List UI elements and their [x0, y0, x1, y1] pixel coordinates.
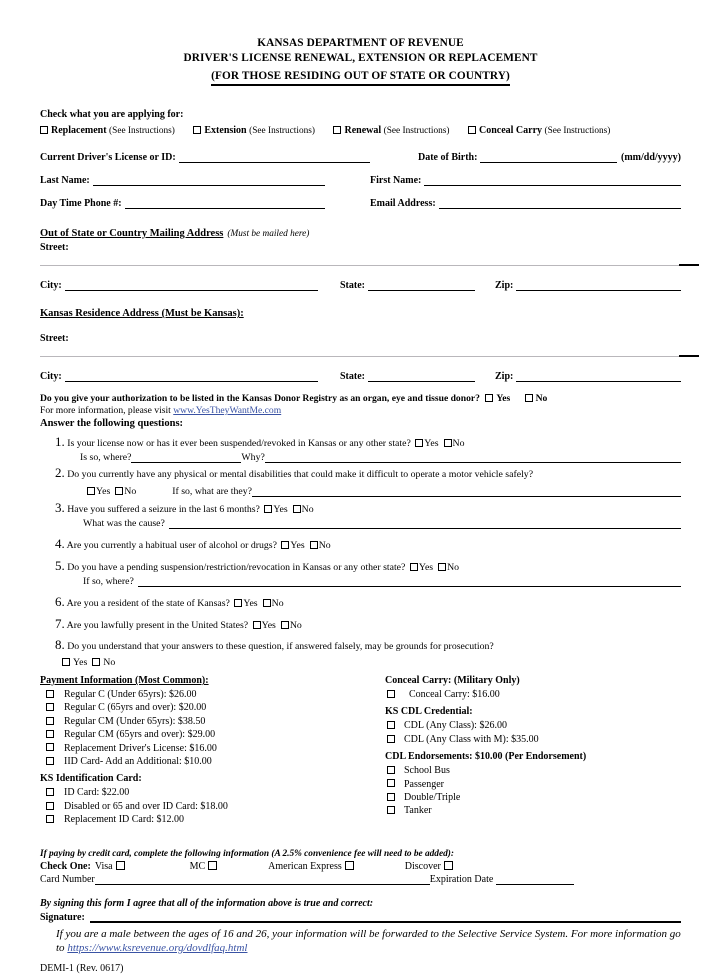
checkbox-donor-no[interactable]	[525, 394, 533, 402]
checkbox-renewal[interactable]	[333, 126, 341, 134]
email-input[interactable]	[439, 197, 681, 209]
checkbox-q5-no[interactable]	[438, 563, 446, 571]
question-7-text: Are you lawfully present in the United States?	[66, 620, 249, 631]
mailing-city-field[interactable]	[40, 279, 340, 291]
question-5-text: Do you have a pending suspension/restriction/revocation in Kansas or any other state?	[67, 562, 406, 573]
payment-item[interactable]	[40, 728, 385, 741]
question-3-sub1-label: What was the cause?	[83, 518, 165, 529]
question-5	[40, 558, 681, 574]
question-1-sub1-input[interactable]	[131, 451, 241, 463]
question-6-yes-label: Yes	[243, 598, 258, 609]
payment-item[interactable]	[385, 688, 681, 701]
residence-street-label: Street:	[40, 333, 69, 344]
residence-zip-label: Zip:	[495, 371, 514, 382]
payment-item-label: Regular C (65yrs and over): $20.00	[64, 702, 207, 714]
credit-card-type-row	[40, 861, 681, 872]
donor-info-link[interactable]: www.YesTheyWantMe.com	[173, 405, 282, 416]
checkbox-extension[interactable]	[193, 126, 201, 134]
identity-row-contact	[40, 197, 681, 209]
payment-item-label: Tanker	[404, 805, 432, 817]
checkbox-regular-cm-under65[interactable]	[46, 717, 54, 725]
question-6-answers[interactable]	[232, 598, 283, 609]
question-2-text: Do you currently have any physical or mental disabilities that could make it difficult to operate a motor vehicle safely?	[67, 469, 534, 480]
checkbox-regular-c-over65[interactable]	[46, 703, 54, 711]
payment-item[interactable]	[40, 742, 385, 755]
question-1-subfields	[40, 451, 681, 463]
question-1-sub2-label: Why?	[241, 452, 265, 463]
card-number-input[interactable]	[95, 873, 430, 885]
question-7-number: 7.	[55, 616, 65, 631]
credit-card-discover-option[interactable]	[405, 861, 456, 872]
residence-address-heading: Kansas Residence Address (Must be Kansas):	[40, 308, 244, 319]
form-id: DEMI-1 (Rev. 0617)	[40, 962, 124, 974]
payment-item[interactable]	[40, 786, 385, 799]
question-3-no-label: No	[301, 504, 314, 515]
mailing-zip-label: Zip:	[495, 280, 514, 291]
payment-item-label: Replacement Driver's License: $16.00	[64, 742, 217, 754]
checkbox-disabled-id-card[interactable]	[46, 802, 54, 810]
mailing-state-field[interactable]	[340, 279, 495, 291]
checkbox-q4-no[interactable]	[310, 541, 318, 549]
residence-address-section	[40, 303, 681, 321]
question-5-no-label: No	[447, 562, 460, 573]
question-1-no-label: No	[452, 438, 465, 449]
question-4-no-label: No	[318, 540, 331, 551]
mailing-state-input[interactable]	[368, 279, 475, 291]
question-1	[40, 434, 681, 450]
credit-card-mc-option[interactable]	[190, 861, 221, 872]
dob-field[interactable]	[370, 151, 681, 163]
question-5-number: 5.	[55, 558, 65, 573]
checkbox-donor-yes[interactable]	[485, 394, 493, 402]
checkbox-q2-no[interactable]	[115, 487, 123, 495]
residence-zip-input[interactable]	[516, 370, 681, 382]
payment-item-label: CDL (Any Class): $26.00	[404, 720, 507, 732]
checkbox-q1-yes[interactable]	[415, 439, 423, 447]
identity-row-names	[40, 174, 681, 186]
donor-registry-row	[40, 393, 681, 404]
question-3-text: Have you suffered a seizure in the last 6 months?	[67, 504, 260, 515]
signature-agreement: By signing this form I agree that all of the information above is true and correct:	[40, 897, 374, 909]
checkbox-mc[interactable]	[208, 861, 217, 870]
payment-item-label: Regular C (Under 65yrs): $26.00	[64, 689, 197, 700]
checkbox-q6-yes[interactable]	[234, 599, 242, 607]
checkbox-q7-yes[interactable]	[253, 621, 261, 629]
apply-option-extension-label: Extension	[204, 125, 247, 136]
checkbox-replacement-dl[interactable]	[46, 743, 54, 751]
credit-card-mc-label: MC	[189, 860, 206, 872]
apply-option-renewal-label: Renewal	[344, 125, 382, 136]
donor-yes-option[interactable]	[485, 393, 510, 404]
credit-card-note: If paying by credit card, complete the following information (A 2.5% convenience fee will need to be added):	[40, 848, 454, 859]
dob-format-hint: (mm/dd/yyyy)	[621, 152, 681, 163]
mailing-street-label: Street:	[40, 242, 69, 253]
mailing-city-input[interactable]	[65, 279, 318, 291]
checkbox-q8-no[interactable]	[92, 658, 100, 666]
license-input[interactable]	[179, 151, 370, 163]
mailing-zip-input[interactable]	[516, 279, 681, 291]
checkbox-replacement[interactable]	[40, 126, 48, 134]
signature-row	[40, 910, 681, 923]
checkbox-replacement-id-card[interactable]	[46, 815, 54, 823]
checkbox-discover[interactable]	[444, 861, 453, 870]
selective-service-link[interactable]: https://www.ksrevenue.org/dovdlfaq.html	[67, 941, 248, 954]
question-5-answers[interactable]	[408, 562, 459, 573]
conceal-carry-heading: Conceal Carry: (Military Only)	[385, 675, 520, 686]
mailing-state-label: State:	[340, 280, 365, 291]
checkbox-q5-yes[interactable]	[410, 563, 418, 571]
checkbox-cdl-any-class[interactable]	[387, 721, 395, 729]
payment-item-label: Conceal Carry: $16.00	[409, 689, 500, 700]
credit-card-visa-option[interactable]	[95, 861, 128, 872]
question-1-sub2-input[interactable]	[265, 451, 681, 463]
apply-option-replacement-note: (See Instructions)	[109, 126, 175, 136]
donor-info-prefix: For more information, please visit	[40, 405, 174, 416]
phone-label: Day Time Phone #:	[40, 198, 122, 209]
question-7-answers[interactable]	[251, 620, 302, 631]
question-3-subfields	[40, 517, 681, 529]
title-line-2: DRIVER'S LICENSE RENEWAL, EXTENSION OR REPLACEMENT	[183, 52, 538, 64]
question-2-number: 2.	[55, 465, 65, 480]
checkbox-regular-cm-over65[interactable]	[46, 730, 54, 738]
checkbox-conceal-carry-fee[interactable]	[387, 690, 395, 698]
payment-item[interactable]	[40, 800, 385, 813]
phone-input[interactable]	[125, 197, 325, 209]
payment-item[interactable]	[40, 813, 385, 826]
checkbox-conceal-carry[interactable]	[468, 126, 476, 134]
apply-option-renewal-note: (See Instructions)	[383, 126, 450, 136]
credit-card-visa-label: Visa	[94, 860, 113, 872]
apply-for-heading: Check what you are applying for:	[40, 109, 184, 120]
payment-item-label: Double/Triple	[404, 792, 461, 804]
question-1-number: 1.	[55, 434, 65, 449]
question-1-text: Is your license now or has it ever been suspended/revoked in Kansas or any other state?	[67, 438, 411, 449]
checkbox-regular-c-under65[interactable]	[46, 690, 54, 698]
question-6-no-label: No	[271, 598, 284, 609]
apply-option-conceal-carry-label: Conceal Carry	[478, 125, 543, 136]
question-2-no-label: No	[124, 486, 137, 497]
question-2	[40, 465, 681, 481]
residence-state-label: State:	[340, 371, 365, 382]
license-label: Current Driver's License or ID:	[40, 152, 176, 163]
question-6	[40, 594, 681, 610]
first-name-field[interactable]	[370, 174, 681, 186]
checkbox-visa[interactable]	[116, 861, 125, 870]
selective-service-note	[40, 927, 681, 955]
question-8-number: 8.	[55, 637, 65, 652]
checkbox-q7-no[interactable]	[281, 621, 289, 629]
mailing-address-heading: Out of State or Country Mailing Address	[40, 228, 224, 239]
checkbox-cdl-any-class-m[interactable]	[387, 735, 395, 743]
payment-left-column	[40, 670, 385, 827]
payment-item-label: Regular CM (65yrs and over): $29.00	[64, 729, 216, 741]
credit-card-amex-option[interactable]	[268, 861, 357, 872]
residence-street-input[interactable]	[40, 356, 681, 357]
mailing-city-label: City:	[40, 280, 62, 291]
title-line-1: KANSAS DEPARTMENT OF REVENUE	[257, 37, 464, 49]
question-4-text: Are you currently a habitual user of alcohol or drugs?	[66, 540, 277, 551]
question-5-subfields	[40, 575, 681, 587]
apply-option-replacement-label: Replacement	[51, 125, 107, 136]
credit-card-number-row	[40, 873, 681, 885]
question-7-no-label: No	[289, 620, 302, 631]
donor-no-option[interactable]	[525, 393, 548, 404]
credit-card-discover-label: Discover	[404, 860, 441, 872]
payment-item[interactable]	[40, 715, 385, 728]
question-2-sub1-input[interactable]	[252, 485, 681, 497]
document-title	[40, 36, 681, 86]
payment-item[interactable]	[385, 791, 681, 804]
mailing-zip-field[interactable]	[495, 279, 681, 291]
apply-option-conceal-carry[interactable]	[468, 125, 610, 136]
residence-city-field[interactable]	[40, 370, 340, 382]
signature-label: Signature:	[40, 911, 85, 923]
checkbox-iid-card[interactable]	[46, 757, 54, 765]
question-8-no-label: No	[103, 657, 116, 668]
question-5-sub1-input[interactable]	[138, 575, 681, 587]
residence-state-field[interactable]	[340, 370, 495, 382]
checkbox-passenger[interactable]	[387, 779, 395, 787]
donor-yes-label: Yes	[496, 393, 511, 404]
expiration-date-label: Expiration Date	[429, 873, 494, 885]
payment-item[interactable]	[385, 778, 681, 791]
payment-item-label: Regular CM (Under 65yrs): $38.50	[64, 715, 206, 727]
apply-option-extension-note: (See Instructions)	[249, 126, 315, 136]
email-field[interactable]	[370, 197, 681, 209]
question-4-yes-label: Yes	[290, 540, 305, 551]
payment-item[interactable]	[385, 719, 681, 732]
question-1-yes-label: Yes	[424, 438, 439, 449]
question-4	[40, 536, 681, 552]
check-one-label: Check One:	[40, 860, 91, 872]
question-5-sub1-label: If so, where?	[83, 576, 134, 587]
phone-field[interactable]	[40, 197, 370, 209]
payment-item[interactable]	[40, 701, 385, 714]
question-8	[40, 637, 681, 653]
title-line-3: (FOR THOSE RESIDING OUT OF STATE OR COUNTRY)	[211, 69, 510, 86]
question-8-text: Do you understand that your answers to these question, if answered falsely, may be grounds for prosecution?	[67, 641, 494, 652]
selective-service-text: If you are a male between the ages of 16 and 26, your information will be forwarded to the Selective Service System. For more information go to	[56, 927, 681, 954]
question-2-answers[interactable]	[85, 486, 136, 497]
residence-city-label: City:	[40, 371, 62, 382]
question-3-yes-label: Yes	[273, 504, 288, 515]
payment-item-label: IID Card- Add an Additional: $10.00	[64, 756, 212, 768]
credit-card-amex-label: American Express	[268, 860, 342, 872]
apply-option-extension[interactable]	[193, 125, 315, 136]
question-3-sub1-input[interactable]	[169, 517, 681, 529]
question-2-sub1-label: If so, what are they?	[172, 486, 252, 497]
first-name-label: First Name:	[370, 175, 422, 186]
donor-info-row	[40, 405, 681, 416]
card-number-label: Card Number	[40, 873, 95, 885]
payment-item[interactable]	[40, 755, 385, 768]
checkbox-q8-yes[interactable]	[62, 658, 70, 666]
checkbox-id-card[interactable]	[46, 788, 54, 796]
question-2-yes-label: Yes	[96, 486, 111, 497]
apply-option-conceal-carry-note: (See Instructions)	[544, 126, 611, 136]
question-3	[40, 500, 681, 516]
checkbox-american-express[interactable]	[345, 861, 354, 870]
checkbox-q3-no[interactable]	[293, 505, 301, 513]
ks-id-card-heading: KS Identification Card:	[40, 773, 142, 785]
payment-item-label: CDL (Any Class with M): $35.00	[404, 733, 539, 745]
mailing-street-input[interactable]	[40, 265, 681, 266]
payment-item-label: School Bus	[404, 765, 450, 777]
payment-item-label: Disabled or 65 and over ID Card: $18.00	[64, 800, 228, 812]
payment-section	[40, 670, 681, 827]
question-6-text: Are you a resident of the state of Kansas?	[66, 598, 230, 609]
payment-item[interactable]	[385, 804, 681, 817]
last-name-field[interactable]	[40, 174, 370, 186]
question-3-answers[interactable]	[262, 504, 313, 515]
residence-zip-field[interactable]	[495, 370, 681, 382]
expiration-date-input[interactable]	[496, 873, 574, 885]
checkbox-q6-no[interactable]	[263, 599, 271, 607]
question-1-sub1-label: Is so, where?	[80, 452, 132, 463]
dob-label: Date of Birth:	[418, 152, 478, 163]
identity-row-license-dob	[40, 151, 681, 163]
question-6-number: 6.	[55, 594, 65, 609]
first-name-input[interactable]	[424, 174, 681, 186]
question-7	[40, 616, 681, 632]
question-4-number: 4.	[55, 536, 65, 551]
payment-item[interactable]	[385, 733, 681, 746]
question-2-subfields	[40, 485, 681, 497]
checkbox-q4-yes[interactable]	[281, 541, 289, 549]
question-4-answers[interactable]	[279, 540, 330, 551]
mailing-city-state-zip-row	[40, 279, 681, 291]
checkbox-school-bus[interactable]	[387, 766, 395, 774]
email-label: Email Address:	[370, 198, 436, 209]
last-name-input[interactable]	[93, 174, 325, 186]
apply-for-options	[40, 125, 681, 136]
question-5-yes-label: Yes	[418, 562, 434, 573]
payment-item-label: ID Card: $22.00	[64, 787, 130, 799]
license-field[interactable]	[40, 151, 370, 163]
question-3-number: 3.	[55, 500, 65, 515]
payment-item[interactable]	[40, 688, 385, 701]
question-8-yes-label: Yes	[73, 657, 88, 668]
residence-state-input[interactable]	[368, 370, 475, 382]
checkbox-tanker[interactable]	[387, 806, 395, 814]
question-1-answers[interactable]	[413, 438, 464, 449]
residence-city-state-zip-row	[40, 370, 681, 382]
apply-option-renewal[interactable]	[333, 125, 449, 136]
donor-registry-question: Do you give your authorization to be listed in the Kansas Donor Registry as an organ, eye and tissue donor?	[40, 393, 480, 404]
dob-input[interactable]	[480, 151, 617, 163]
question-8-answers[interactable]	[40, 657, 681, 668]
checkbox-double-triple[interactable]	[387, 793, 395, 801]
mailing-address-note: (Must be mailed here)	[227, 229, 310, 239]
checkbox-q1-no[interactable]	[444, 439, 452, 447]
checkbox-q2-yes[interactable]	[87, 487, 95, 495]
mailing-address-section	[40, 223, 681, 241]
signature-input[interactable]	[90, 910, 681, 923]
payment-item[interactable]	[385, 764, 681, 777]
payment-item-label: Passenger	[404, 778, 444, 790]
question-7-yes-label: Yes	[261, 620, 276, 631]
payment-heading: Payment Information (Most Common):	[40, 675, 209, 686]
answer-questions-heading: Answer the following questions:	[40, 418, 184, 429]
checkbox-q3-yes[interactable]	[264, 505, 272, 513]
donor-no-label: No	[535, 393, 548, 404]
residence-city-input[interactable]	[65, 370, 318, 382]
payment-item-label: Replacement ID Card: $12.00	[64, 814, 184, 826]
ks-cdl-credential-heading: KS CDL Credential:	[385, 706, 473, 718]
payment-right-column	[385, 670, 681, 827]
cdl-endorsements-heading: CDL Endorsements: $10.00 (Per Endorsement)	[385, 751, 587, 763]
last-name-label: Last Name:	[40, 175, 90, 186]
apply-option-replacement[interactable]	[40, 125, 175, 136]
